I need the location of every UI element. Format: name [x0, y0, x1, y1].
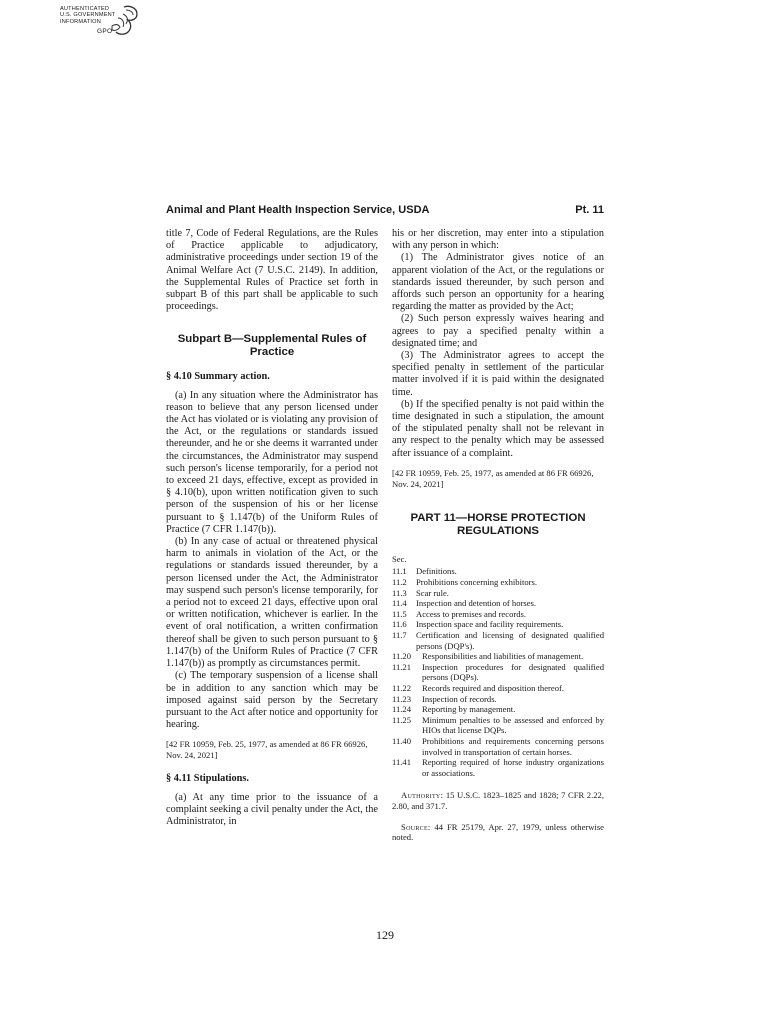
toc-entry-title: Prohibitions and requirements concerning persons involved in transportation of certain horses. — [422, 735, 604, 757]
source-label: Source: — [401, 821, 431, 832]
toc-entry[interactable] — [392, 609, 604, 620]
stamp-line: U.S. GOVERNMENT — [60, 12, 116, 19]
toc-entry[interactable] — [392, 630, 604, 651]
toc-entry[interactable] — [392, 683, 604, 694]
toc-entry-title: Inspection of records. — [422, 693, 497, 704]
toc-entry-number: 11.21 — [392, 661, 412, 672]
citation-4-10: [42 FR 10959, Feb. 25, 1977, as amended at 86 FR 66926, Nov. 24, 2021] — [166, 739, 368, 761]
running-head-part: Pt. 11 — [575, 204, 604, 216]
toc-entry[interactable] — [392, 577, 604, 588]
toc-entry[interactable] — [392, 715, 604, 736]
section-heading-4-11: § 4.11 Stipulations. — [166, 773, 249, 785]
toc-entry[interactable] — [392, 651, 604, 662]
paragraph-4-10-a: (a) In any situation where the Administrator has reason to believe that any person licensed under the Act has violated or is violating any provision of the Act, or the regulations or standards issued thereunder, and he or she deems it warranted under the circumstances, the Administrator may suspend such person's license temporarily, for a period not to exceed 21 days, effective, except as provided in § 4.10(b), upon written notification given to such person of the suspension of his or her license pursuant to § 1.147(b) of the Uniform Rules of Practice (7 CFR 1.147(b)). — [166, 389, 378, 535]
right-column — [392, 228, 604, 843]
toc-entry-title: Access to premises and records. — [416, 608, 527, 619]
table-of-contents — [392, 566, 604, 778]
paragraph-4-10-b: (b) In any case of actual or threatened physical harm to animals in violation of the Act, or the regulations or standards issued thereunder, by a person licensed under the Act, the Administrator may suspend such person's license temporarily, for a period not to exceed 21 days, effective upon oral or written notification, whichever is earlier. In the event of oral notification, a written confirmation thereof shall be given to such person pursuant to § 1.147(b) of the Uniform Rules of Practice (7 CFR 1.147(b)) as promptly as circumstances permit. — [166, 536, 378, 670]
toc-entry-title: Reporting by management. — [422, 704, 516, 715]
toc-entry[interactable] — [392, 588, 604, 599]
stipulation-item-3: (3) The Administrator agrees to accept the specified penalty in settlement of the particular matter involved if it is paid within the designated time. — [392, 350, 604, 398]
toc-entry-title: Inspection procedures for designated qualified persons (DQPs). — [422, 661, 604, 683]
authority-label: Authority: — [401, 790, 444, 801]
toc-entry[interactable] — [392, 736, 604, 757]
citation-4-11: [42 FR 10959, Feb. 25, 1977, as amended at 86 FR 66926, Nov. 24, 2021] — [392, 467, 594, 489]
toc-entry-number: 11.24 — [392, 704, 412, 715]
toc-entry-title: Responsibilities and liabilities of management. — [422, 651, 584, 662]
stamp-line: INFORMATION — [60, 18, 101, 25]
toc-entry[interactable] — [392, 566, 604, 577]
authority-text: 15 U.S.C. 1823–1825 and 1828; 7 CFR 2.22, 2.80, and 371.7. — [392, 790, 604, 811]
toc-entry-number: 11.25 — [392, 714, 412, 725]
toc-entry-number: 11.4 — [392, 598, 407, 609]
toc-entry-number: 11.1 — [392, 566, 407, 577]
toc-entry[interactable] — [392, 598, 604, 609]
toc-entry-number: 11.22 — [392, 682, 412, 693]
stipulation-item-1: (1) The Administrator gives notice of an apparent violation of the Act, or the regulations or standards issued thereunder, by such person and affords such person an opportunity for a hearing regarding the matter as provided by the Act; — [392, 252, 604, 313]
toc-label: Sec. — [392, 553, 407, 564]
continuation-paragraph: his or her discretion, may enter into a stipulation with any person in which: — [392, 228, 604, 252]
toc-entry[interactable] — [392, 704, 604, 715]
intro-paragraph: title 7, Code of Federal Regulations, are the Rules of Practice applicable to adjudicatory, administrative proceedings under section 19 of the Animal Welfare Act (7 U.S.C. 2149). In addition, the Supplemental Rules of Practice set forth in subpart B of this part shall be applicable to such proceedings. — [166, 228, 378, 313]
running-head-title: Animal and Plant Health Inspection Service, USDA — [166, 204, 430, 216]
stipulation-item-2: (2) Such person expressly waives hearing and agrees to pay a specified penalty within a designated time; and — [392, 313, 604, 349]
toc-entry-number: 11.5 — [392, 608, 407, 619]
toc-entry-title: Prohibitions concerning exhibitors. — [416, 577, 538, 588]
toc-entry[interactable] — [392, 619, 604, 630]
paragraph-4-10-c: (c) The temporary suspension of a license shall be in addition to any sanction which may be imposed against said person by the Secretary pursuant to the Act after notice and opportunity for hearing. — [166, 670, 378, 731]
toc-entry-title: Reporting required of horse industry organizations or associations. — [422, 757, 604, 778]
toc-entry-number: 11.7 — [392, 630, 407, 641]
toc-entry-title: Definitions. — [416, 566, 457, 577]
part-heading: PART 11—HORSE PROTECTION REGULATIONS — [410, 511, 586, 537]
toc-entry-title: Certification and licensing of designated qualified persons (DQP's). — [416, 630, 604, 651]
running-head — [166, 204, 604, 220]
stamp-gpo-label: GPO — [97, 28, 113, 35]
toc-entry[interactable] — [392, 662, 604, 683]
toc-entry-number: 11.23 — [392, 693, 412, 704]
source-note — [392, 822, 604, 843]
toc-entry-number: 11.6 — [392, 619, 407, 630]
toc-entry-title: Inspection and detention of horses. — [416, 598, 537, 609]
toc-entry-title: Scar rule. — [416, 587, 449, 598]
left-column — [166, 228, 378, 828]
toc-entry[interactable] — [392, 757, 604, 778]
toc-entry-number: 11.20 — [392, 651, 412, 662]
paragraph-4-11-a: (a) At any time prior to the issuance of a complaint seeking a civil penalty under the Act, the Administrator, in — [166, 791, 378, 827]
gpo-authentication-stamp — [60, 6, 144, 50]
toc-entry-number: 11.2 — [392, 577, 407, 588]
source-text: 44 FR 25179, Apr. 27, 1979, unless otherwise noted. — [392, 821, 604, 843]
subpart-heading: Subpart B—Supplemental Rules of Practice — [177, 333, 367, 359]
page-number: 129 — [376, 928, 394, 942]
section-heading-4-10: § 4.10 Summary action. — [166, 371, 270, 383]
paragraph-4-11-b: (b) If the specified penalty is not paid within the time designated in such a stipulation, the amount of the stipulated penalty shall not be relevant in any respect to the penalty which may be assessed after issuance of a complaint. — [392, 398, 604, 459]
stamp-line: AUTHENTICATED — [60, 6, 110, 12]
toc-entry-title: Records required and disposition thereof. — [422, 682, 564, 693]
toc-entry-number: 11.41 — [392, 757, 412, 768]
eagle-seal-icon — [104, 4, 140, 38]
toc-entry-number: 11.3 — [392, 587, 407, 598]
authority-note — [392, 790, 604, 811]
toc-entry-number: 11.40 — [392, 735, 412, 746]
toc-entry[interactable] — [392, 694, 604, 705]
toc-entry-title: Inspection space and facility requirements. — [416, 619, 564, 630]
toc-entry-title: Minimum penalties to be assessed and enforced by HIOs that license DQPs. — [422, 714, 604, 736]
